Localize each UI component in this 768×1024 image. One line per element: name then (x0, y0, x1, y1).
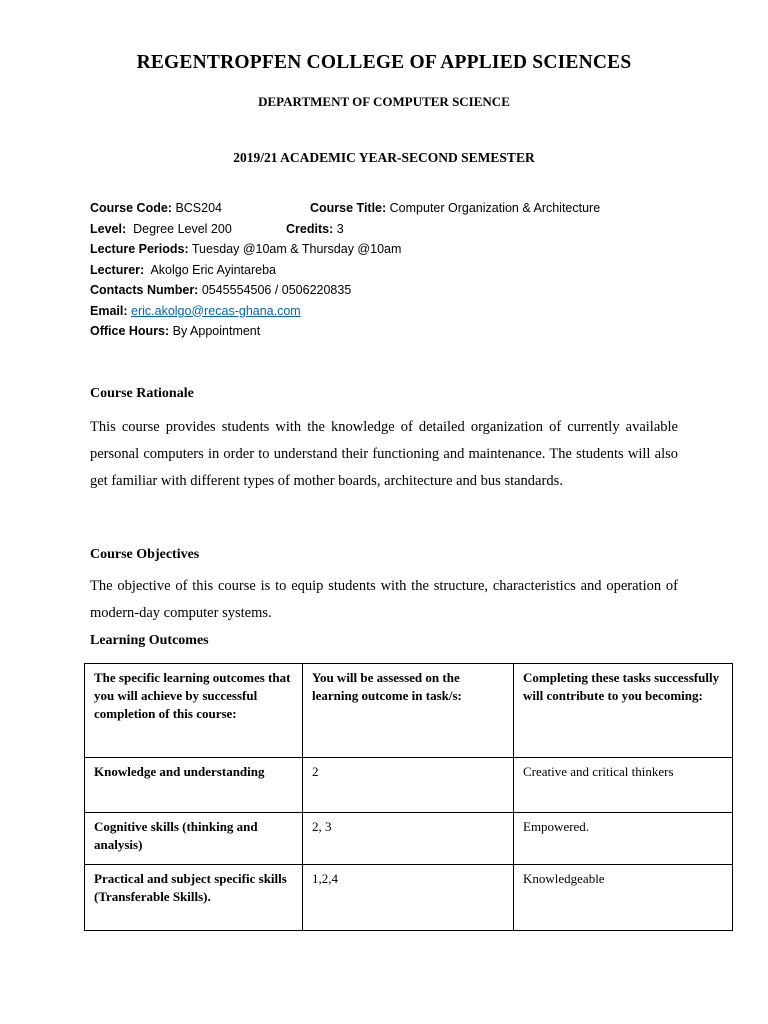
level-value: Degree Level 200 (133, 221, 232, 236)
lecture-periods-value: Tuesday @10am & Thursday @10am (191, 242, 402, 256)
office-hours-label: Office Hours: (90, 324, 170, 338)
lecturer-value: Akolgo Eric Ayintareba (150, 262, 276, 277)
contacts-label: Contacts Number: (90, 283, 199, 297)
contacts-value: 0545554506 / 0506220835 (201, 283, 352, 297)
lecturer-label: Lecturer: (90, 262, 145, 277)
course-info-line-office-hours (90, 321, 678, 342)
table-row (85, 757, 733, 812)
table-cell-task: 2 (303, 757, 514, 812)
table-header-row (85, 663, 733, 757)
table-cell-outcome: Cognitive skills (thinking and analysis) (85, 812, 303, 864)
course-info-line-level-credits (90, 219, 678, 240)
lecture-periods-label: Lecture Periods: (90, 242, 189, 256)
course-info-line-periods (90, 239, 678, 260)
course-info-line-contacts (90, 280, 678, 301)
table-cell-becoming: Creative and critical thinkers (514, 757, 733, 812)
table-cell-outcome: Knowledge and understanding (85, 757, 303, 812)
department-title: DEPARTMENT OF COMPUTER SCIENCE (258, 94, 510, 109)
course-code-pair (90, 198, 310, 219)
email-link[interactable]: eric.akolgo@recas-ghana.com (131, 303, 301, 318)
credits-label: Credits: (286, 221, 334, 236)
rationale-paragraph: This course provides students with the knowledge of detailed organization of currently available personal computers in order to understand their functioning and maintenance. The students will also get familiar with different types of mother boards, architecture and bus standards. (90, 418, 678, 489)
outcomes-heading: Learning Outcomes (90, 632, 209, 648)
semester-title: 2019/21 ACADEMIC YEAR-SECOND SEMESTER (233, 150, 535, 165)
objectives-paragraph: The objective of this course is to equip students with the structure, characteristics and operation of modern-day computer systems. (90, 577, 678, 621)
table-header-outcomes: The specific learning outcomes that you will achieve by successful completion of this course: (85, 663, 303, 757)
course-title-value: Computer Organization & Architecture (389, 201, 601, 215)
table-header-contribution: Completing these tasks successfully will contribute to you becoming: (514, 663, 733, 757)
course-title-label: Course Title: (310, 201, 387, 215)
college-title: REGENTROPFEN COLLEGE OF APPLIED SCIENCES (136, 52, 632, 73)
learning-outcomes-table (84, 663, 733, 931)
office-hours-value: By Appointment (172, 324, 261, 338)
rationale-heading: Course Rationale (90, 385, 194, 401)
table-cell-becoming: Empowered. (514, 812, 733, 864)
course-code-value: BCS204 (175, 201, 222, 215)
table-cell-task: 1,2,4 (303, 864, 514, 930)
level-label: Level: (90, 221, 127, 236)
objectives-heading: Course Objectives (90, 546, 200, 562)
level-pair (90, 219, 286, 240)
table-header-assessment: You will be assessed on the learning outcome in task/s: (303, 663, 514, 757)
course-info-block (90, 198, 678, 342)
course-info-line-code-title (90, 198, 678, 219)
course-info-line-email (90, 301, 678, 322)
course-code-label: Course Code: (90, 201, 172, 215)
email-label: Email: (90, 303, 128, 318)
table-cell-becoming: Knowledgeable (514, 864, 733, 930)
table-cell-outcome: Practical and subject specific skills (Transferable Skills). (85, 864, 303, 930)
table-row (85, 812, 733, 864)
table-row (85, 864, 733, 930)
course-info-line-lecturer (90, 260, 678, 281)
credits-value: 3 (336, 221, 344, 236)
table-cell-task: 2, 3 (303, 812, 514, 864)
